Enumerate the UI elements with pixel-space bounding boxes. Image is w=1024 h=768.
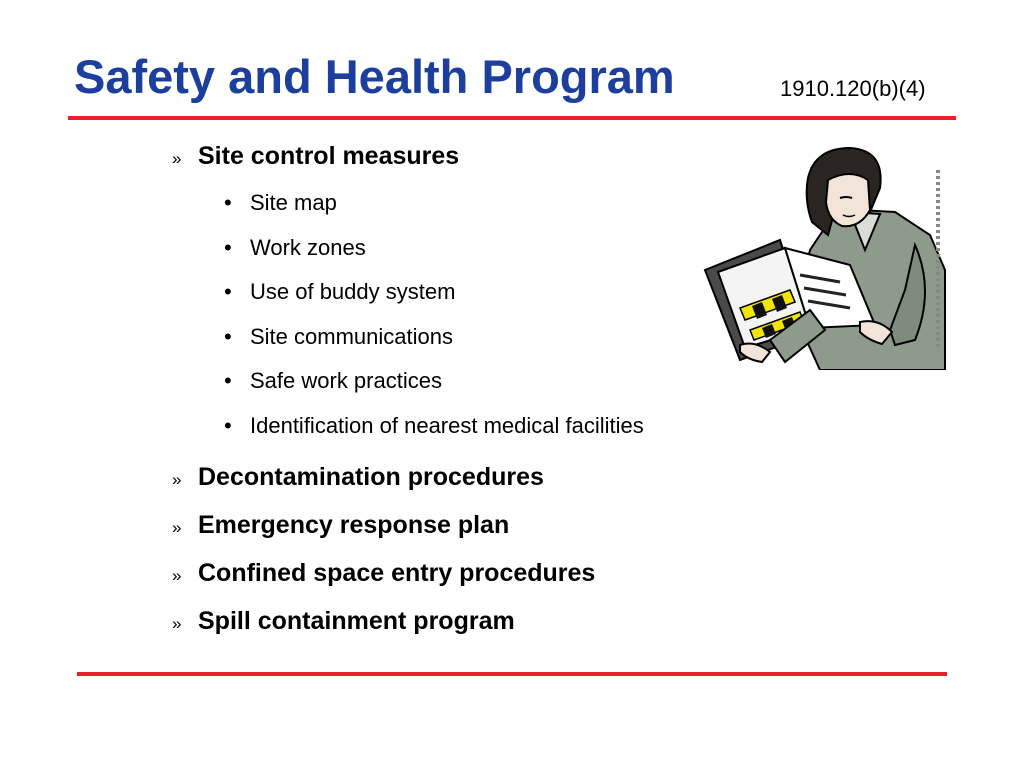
sub-list-item <box>224 235 644 280</box>
bullet-marker: • <box>224 412 232 438</box>
sub-list-item-label: Identification of nearest medical facilities <box>250 412 644 438</box>
bullet-marker: • <box>224 323 232 349</box>
bottom-divider <box>77 672 947 676</box>
bullet-marker: • <box>224 368 232 393</box>
bullet-marker: » <box>172 518 182 537</box>
sub-list-item <box>224 368 644 413</box>
sub-list-item-label: Safe work practices <box>250 368 442 393</box>
list-item-label: Confined space entry procedures <box>198 559 596 587</box>
sub-list-item-label: Use of buddy system <box>250 279 456 304</box>
sub-list-item-label: Site map <box>250 190 337 215</box>
sub-list-item-label: Site communications <box>250 323 453 349</box>
regulation-reference: 1910.120(b)(4) <box>780 76 926 101</box>
list-item-label: Site control measures <box>198 142 460 170</box>
sub-bullet-list <box>172 190 644 457</box>
top-divider <box>68 116 956 120</box>
list-item <box>172 607 644 655</box>
sub-list-item <box>224 413 644 458</box>
list-item <box>172 511 644 559</box>
list-item-label: Emergency response plan <box>198 511 510 539</box>
bullet-marker: • <box>224 190 232 215</box>
bullet-marker: • <box>224 234 232 260</box>
bullet-marker: • <box>224 279 232 304</box>
person-reading-safety-manual-icon <box>700 140 950 370</box>
sub-list-item <box>224 324 644 369</box>
bullet-marker: » <box>172 470 182 489</box>
list-item-label: Spill containment program <box>198 607 515 635</box>
list-item <box>172 559 644 607</box>
list-item <box>172 142 644 190</box>
bullet-marker: » <box>172 149 182 168</box>
bullet-list <box>172 142 644 655</box>
bullet-marker: » <box>172 566 182 585</box>
sub-list-item-label: Work zones <box>250 234 366 260</box>
bullet-marker: » <box>172 614 182 633</box>
slide-title: Safety and Health Program <box>74 50 675 103</box>
list-item-label: Decontamination procedures <box>198 463 544 491</box>
sub-list-item <box>224 279 644 324</box>
sub-list-item <box>224 190 644 235</box>
list-item <box>172 463 644 511</box>
